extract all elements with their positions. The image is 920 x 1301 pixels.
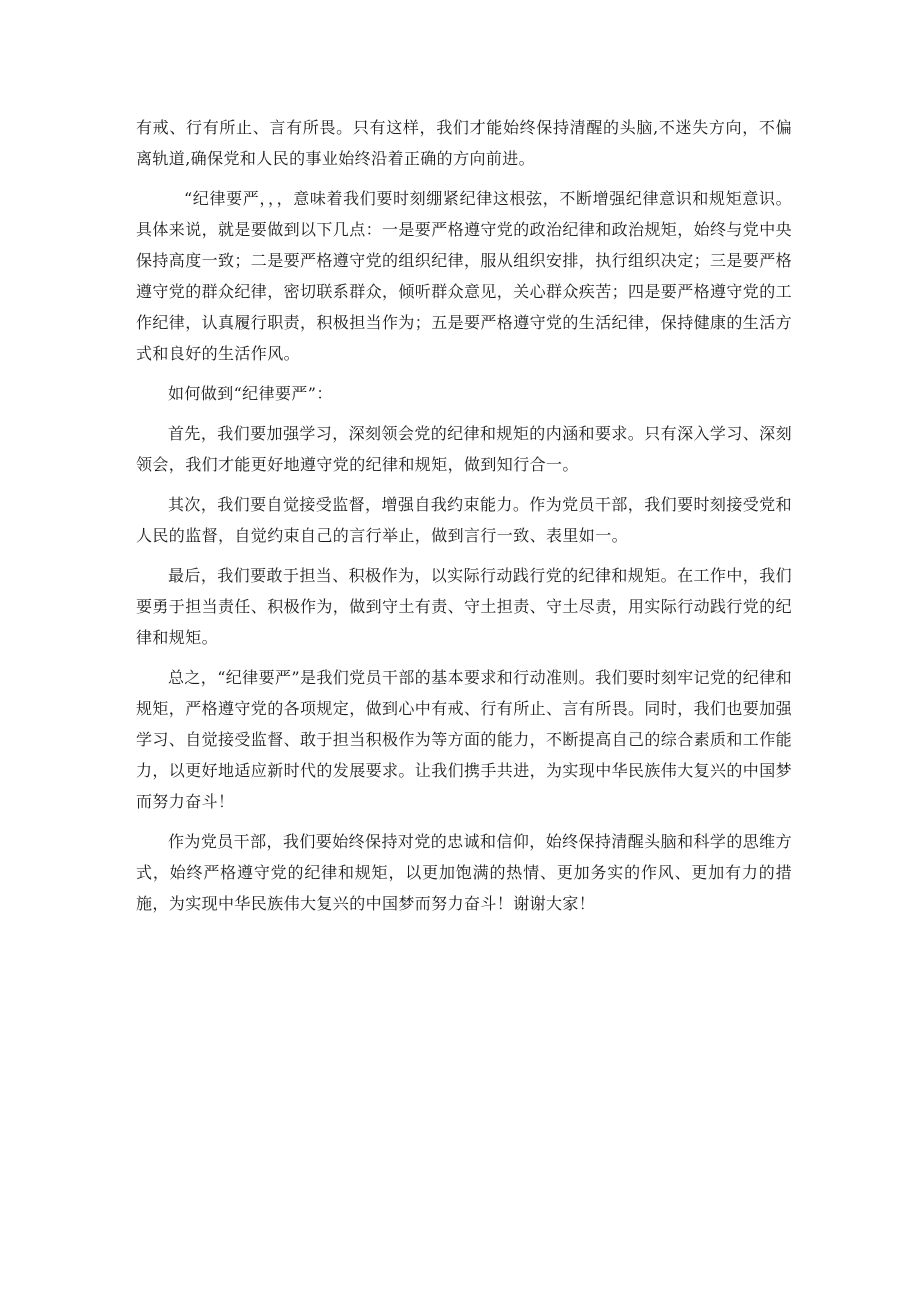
paragraph-1: 有戒、行有所止、言有所畏。只有这样，我们才能始终保持清醒的头脑,不迷失方向，不偏离轨道,确保党和人民的事业始终沿着正确的方向前进。 — [136, 118, 792, 168]
paragraph-3: 如何做到“纪律要严”： — [168, 384, 333, 403]
paragraph-2: “纪律要严，，，意味着我们要时刻绷紧纪律这根弦，不断增强纪律意识和规矩意识。具体来说，就是要做到以下几点：一是要严格遵守党的政治纪律和政治规矩，始终与党中央保持高度一致；二是要严格遵守党的组织纪律，服从组织安排，执行组织决定；三是要严格遵守党的群众纪律，密切联系群众，倾听群众意见，关心群众疾苦；四是要严格遵守党的工作纪律，认真履行职责，积极担当作为；五是要严格遵守党的生活纪律，保持健康的生活方式和良好的生活作风。 — [136, 189, 793, 363]
paragraph-7: 总之，“纪律要严”是我们党员干部的基本要求和行动准则。我们要时刻牢记党的纪律和规矩，严格遵守党的各项规定，做到心中有戒、行有所止、言有所畏。同时，我们也要加强学习、自觉接受监督、敢于担当积极作为等方面的能力，不断提高自己的综合素质和工作能力，以更好地适应新时代的发展要求。让我们携手共进，为实现中华民族伟大复兴的中国梦而努力奋斗！ — [136, 668, 793, 811]
paragraph-4: 首先，我们要加强学习，深刻领会党的纪律和规矩的内涵和要求。只有深入学习、深刻领会，我们才能更好地遵守党的纪律和规矩，做到知行合一。 — [136, 424, 792, 474]
paragraph-6: 最后，我们要敢于担当、积极作为，以实际行动践行党的纪律和规矩。在工作中，我们要勇于担当责任、积极作为，做到守土有责、守土担责、守土尽责，用实际行动践行党的纪律和规矩。 — [136, 566, 793, 647]
document-body — [136, 112, 792, 928]
paragraph-5: 其次，我们要自觉接受监督，增强自我约束能力。作为党员干部，我们要时刻接受党和人民的监督，自觉约束自己的言行举止，做到言行一致、表里如一。 — [136, 495, 792, 545]
paragraph-8: 作为党员干部，我们要始终保持对党的忠诚和信仰，始终保持清醒头脑和科学的思维方式，始终严格遵守党的纪律和规矩，以更加饱满的热情、更加务实的作风、更加有力的措施，为实现中华民族伟大复兴的中国梦而努力奋斗！谢谢大家！ — [136, 832, 792, 913]
